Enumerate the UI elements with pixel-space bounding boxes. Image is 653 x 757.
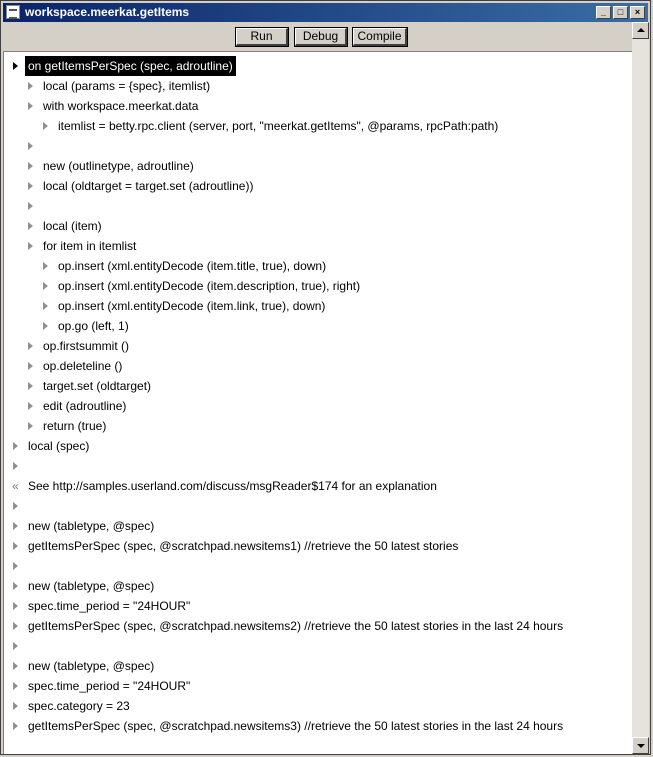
run-button[interactable]: Run bbox=[236, 28, 288, 46]
expand-triangle-icon[interactable] bbox=[13, 502, 18, 510]
outline-line[interactable] bbox=[4, 536, 624, 556]
line-text[interactable]: op.go (left, 1) bbox=[58, 319, 129, 333]
expand-triangle-icon[interactable] bbox=[43, 282, 48, 290]
expand-triangle-icon[interactable] bbox=[13, 542, 18, 550]
outline-line[interactable] bbox=[4, 256, 624, 276]
outline-line[interactable] bbox=[4, 656, 624, 676]
expand-triangle-icon[interactable] bbox=[13, 722, 18, 730]
expand-triangle-icon[interactable] bbox=[28, 162, 33, 170]
outline-line[interactable] bbox=[4, 496, 624, 516]
outline-line[interactable] bbox=[4, 196, 624, 216]
maximize-button[interactable]: □ bbox=[613, 6, 628, 19]
outline-line[interactable] bbox=[4, 316, 624, 336]
comment-marker-icon[interactable]: « bbox=[12, 479, 19, 493]
line-text[interactable]: op.insert (xml.entityDecode (item.title, true), down) bbox=[58, 259, 327, 273]
expand-triangle-icon[interactable] bbox=[13, 442, 18, 450]
title-bar[interactable] bbox=[3, 3, 648, 22]
outline-line[interactable] bbox=[4, 476, 624, 496]
outline-line[interactable] bbox=[4, 76, 624, 96]
outline-line[interactable] bbox=[4, 416, 624, 436]
outline-line[interactable] bbox=[4, 176, 624, 196]
expand-triangle-icon[interactable] bbox=[28, 342, 33, 350]
line-text[interactable]: new (outlinetype, adroutline) bbox=[43, 159, 194, 173]
debug-button[interactable]: Debug bbox=[295, 28, 347, 46]
outline-line[interactable] bbox=[4, 596, 624, 616]
expand-triangle-icon[interactable] bbox=[13, 662, 18, 670]
line-text[interactable]: itemlist = betty.rpc.client (server, port, "meerkat.getItems", @params, rpcPath:path) bbox=[58, 119, 499, 133]
expand-triangle-icon[interactable] bbox=[28, 242, 33, 250]
line-text[interactable]: local (oldtarget = target.set (adroutline)) bbox=[43, 179, 254, 193]
outline-line[interactable] bbox=[4, 616, 624, 636]
line-text[interactable]: op.firstsummit () bbox=[43, 339, 130, 353]
expand-triangle-icon[interactable] bbox=[13, 62, 18, 70]
line-text[interactable]: spec.category = 23 bbox=[28, 699, 130, 713]
outline-editor[interactable] bbox=[3, 51, 632, 754]
outline-line-selected[interactable] bbox=[4, 56, 624, 76]
line-text[interactable]: op.insert (xml.entityDecode (item.link, true), down) bbox=[58, 299, 326, 313]
expand-triangle-icon[interactable] bbox=[28, 182, 33, 190]
compile-button[interactable]: Compile bbox=[353, 28, 407, 46]
line-text[interactable]: local (spec) bbox=[28, 439, 90, 453]
outline-line[interactable] bbox=[4, 636, 624, 656]
outline-line[interactable] bbox=[4, 276, 624, 296]
expand-triangle-icon[interactable] bbox=[43, 302, 48, 310]
outline-line[interactable] bbox=[4, 336, 624, 356]
outline-line[interactable] bbox=[4, 676, 624, 696]
vertical-scrollbar[interactable] bbox=[632, 22, 649, 754]
expand-triangle-icon[interactable] bbox=[28, 142, 33, 150]
line-text[interactable]: on getItemsPerSpec (spec, adroutline) bbox=[25, 56, 236, 76]
outline-line[interactable] bbox=[4, 576, 624, 596]
expand-triangle-icon[interactable] bbox=[13, 582, 18, 590]
outline-line[interactable] bbox=[4, 556, 624, 576]
expand-triangle-icon[interactable] bbox=[13, 562, 18, 570]
outline-line[interactable] bbox=[4, 116, 624, 136]
expand-triangle-icon[interactable] bbox=[13, 602, 18, 610]
line-text[interactable]: new (tabletype, @spec) bbox=[28, 659, 155, 673]
expand-triangle-icon[interactable] bbox=[13, 682, 18, 690]
scroll-down-arrow-icon[interactable] bbox=[632, 737, 649, 754]
line-text[interactable]: new (tabletype, @spec) bbox=[28, 519, 155, 533]
expand-triangle-icon[interactable] bbox=[28, 202, 33, 210]
outline-line[interactable] bbox=[4, 216, 624, 236]
outline-line[interactable] bbox=[4, 516, 624, 536]
outline-line[interactable] bbox=[4, 136, 624, 156]
line-text[interactable]: new (tabletype, @spec) bbox=[28, 579, 155, 593]
expand-triangle-icon[interactable] bbox=[28, 82, 33, 90]
expand-triangle-icon[interactable] bbox=[28, 362, 33, 370]
line-text[interactable]: spec.time_period = "24HOUR" bbox=[28, 679, 191, 693]
expand-triangle-icon[interactable] bbox=[13, 702, 18, 710]
outline-line[interactable] bbox=[4, 716, 624, 736]
expand-triangle-icon[interactable] bbox=[13, 522, 18, 530]
outline-line[interactable] bbox=[4, 356, 624, 376]
close-button[interactable]: × bbox=[630, 6, 645, 19]
line-text[interactable]: op.deleteline () bbox=[43, 359, 123, 373]
expand-triangle-icon[interactable] bbox=[28, 402, 33, 410]
expand-triangle-icon[interactable] bbox=[28, 102, 33, 110]
expand-triangle-icon[interactable] bbox=[43, 122, 48, 130]
outline-line[interactable] bbox=[4, 96, 624, 116]
line-text[interactable]: for item in itemlist bbox=[43, 239, 137, 253]
line-text[interactable]: See http://samples.userland.com/discuss/msgReader$174 for an explanation bbox=[28, 479, 437, 493]
line-text[interactable]: local (params = {spec}, itemlist) bbox=[43, 79, 211, 93]
expand-triangle-icon[interactable] bbox=[28, 422, 33, 430]
line-text[interactable]: getItemsPerSpec (spec, @scratchpad.newsitems3) //retrieve the 50 latest stories in the last 24 hours bbox=[28, 719, 564, 733]
expand-triangle-icon[interactable] bbox=[13, 622, 18, 630]
outline-line[interactable] bbox=[4, 456, 624, 476]
minimize-button[interactable]: _ bbox=[596, 6, 611, 19]
line-text[interactable]: with workspace.meerkat.data bbox=[43, 99, 199, 113]
line-text[interactable]: target.set (oldtarget) bbox=[43, 379, 152, 393]
window-title: workspace.meerkat.getItems bbox=[25, 5, 190, 19]
toolbar bbox=[3, 24, 648, 50]
line-text[interactable]: edit (adroutline) bbox=[43, 399, 127, 413]
outline-line[interactable] bbox=[4, 156, 624, 176]
outline-line[interactable] bbox=[4, 696, 624, 716]
script-icon bbox=[6, 5, 20, 19]
expand-triangle-icon[interactable] bbox=[28, 382, 33, 390]
expand-triangle-icon[interactable] bbox=[43, 322, 48, 330]
scroll-up-arrow-icon[interactable] bbox=[632, 22, 649, 39]
outline-line[interactable] bbox=[4, 396, 624, 416]
line-text[interactable]: op.insert (xml.entityDecode (item.description, true), right) bbox=[58, 279, 361, 293]
line-text[interactable]: getItemsPerSpec (spec, @scratchpad.newsitems1) //retrieve the 50 latest stories bbox=[28, 539, 459, 553]
line-text[interactable]: spec.time_period = "24HOUR" bbox=[28, 599, 191, 613]
line-text[interactable]: return (true) bbox=[43, 419, 107, 433]
outline-line[interactable] bbox=[4, 376, 624, 396]
line-text[interactable]: local (item) bbox=[43, 219, 102, 233]
expand-triangle-icon[interactable] bbox=[43, 262, 48, 270]
outline-line[interactable] bbox=[4, 436, 624, 456]
line-text[interactable]: getItemsPerSpec (spec, @scratchpad.newsitems2) //retrieve the 50 latest stories in the last 24 hours bbox=[28, 619, 564, 633]
expand-triangle-icon[interactable] bbox=[13, 642, 18, 650]
expand-triangle-icon[interactable] bbox=[28, 222, 33, 230]
expand-triangle-icon[interactable] bbox=[13, 462, 18, 470]
outline-line[interactable] bbox=[4, 236, 624, 256]
outline-line[interactable] bbox=[4, 296, 624, 316]
